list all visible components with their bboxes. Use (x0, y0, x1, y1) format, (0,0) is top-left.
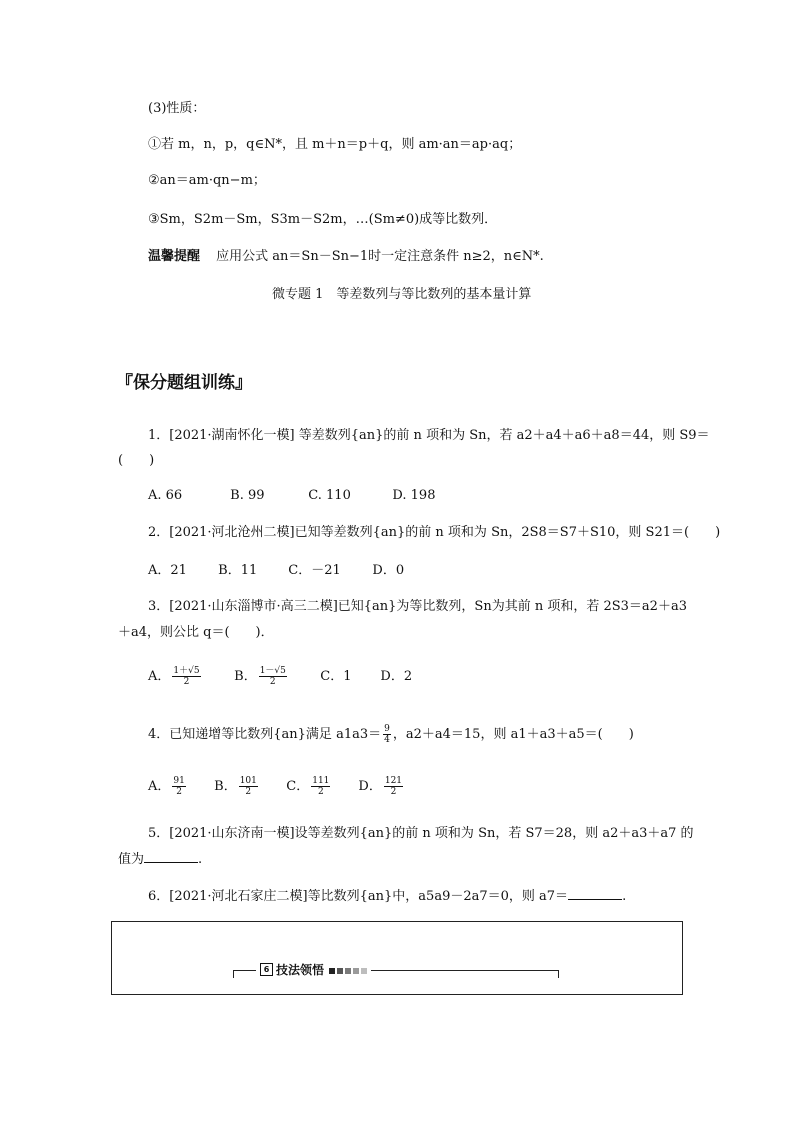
option-c[interactable]: C．1 (320, 669, 352, 684)
option-a[interactable] (148, 776, 210, 797)
technique-label (256, 961, 371, 978)
fraction-denominator: 2 (183, 677, 190, 687)
option-b[interactable]: B．11 (218, 563, 258, 578)
answer-blank[interactable] (144, 850, 198, 863)
question-5-prefix: 值为 (118, 852, 145, 867)
reminder-label: 温馨提醒 (148, 249, 201, 264)
answer-blank[interactable] (568, 887, 622, 900)
fraction-denominator: 4 (384, 735, 390, 745)
fraction-denominator: 2 (245, 787, 252, 797)
question-3-options (148, 666, 412, 687)
option-a[interactable]: A. 66 (148, 488, 183, 503)
option-b[interactable] (234, 666, 316, 687)
progress-square-5 (361, 968, 367, 974)
option-c-letter: C． (286, 779, 310, 794)
question-4-options (148, 776, 405, 797)
option-a-letter: A． (148, 779, 171, 794)
property-item-2: ②an＝am·qn−m； (148, 173, 266, 188)
reminder (148, 248, 544, 266)
fraction-numerator: 101 (239, 776, 257, 786)
option-d[interactable]: D．0 (372, 563, 405, 578)
technique-badge-icon: 6 (260, 963, 273, 976)
option-a-fraction (172, 776, 185, 797)
fraction-numerator: 1－√5 (259, 666, 286, 676)
question-4-text (148, 724, 634, 745)
fraction-denominator: 2 (317, 787, 324, 797)
option-d[interactable] (358, 776, 405, 797)
option-d[interactable]: D. 198 (392, 488, 436, 503)
technique-box (111, 921, 683, 995)
technique-rule-hook-left (233, 970, 238, 978)
progress-square-3 (345, 968, 351, 974)
question-2-options (148, 562, 404, 580)
progress-square-2 (337, 968, 343, 974)
question-2-text: 2．[2021·河北沧州二模]已知等差数列{an}的前 n 项和为 Sn，2S8＝S7＋S10，则 S21＝( ) (148, 525, 721, 540)
option-d-letter: D． (358, 779, 382, 794)
option-c-fraction (311, 776, 330, 797)
property-item-1: ①若 m，n，p，q∈N*，且 m＋n＝p＋q，则 am·an＝ap·aq； (148, 137, 522, 152)
question-4-fraction (383, 724, 391, 745)
fraction-numerator: 9 (384, 724, 390, 734)
technique-title: 技法领悟 (276, 963, 325, 977)
option-c[interactable] (286, 776, 354, 797)
question-3-text-cont: ＋a4，则公比 q＝( )． (118, 625, 274, 640)
option-a-fraction (172, 666, 200, 687)
question-1-options (148, 487, 435, 505)
option-c[interactable]: C. 110 (308, 488, 351, 503)
option-d[interactable]: D．2 (380, 669, 413, 684)
reminder-text: 应用公式 an＝Sn－Sn−1时一定注意条件 n≥2，n∈N*. (216, 249, 544, 264)
fraction-denominator: 2 (269, 677, 276, 687)
technique-rule-hook-right (558, 970, 563, 978)
option-a[interactable] (148, 666, 230, 687)
fraction-numerator: 111 (312, 776, 330, 786)
option-a-letter: A． (148, 669, 171, 684)
technique-squares (327, 963, 367, 977)
fraction-numerator: 91 (173, 776, 185, 786)
question-1-text: 1．[2021·湖南怀化一模] 等差数列{an}的前 n 项和为 Sn，若 a2＋a4＋a6＋a8＝44，则 S9＝ (148, 428, 710, 443)
progress-square-4 (353, 968, 359, 974)
property-item-3: ③Sm，S2m－Sm，S3m－S2m，…(Sm≠0)成等比数列． (148, 212, 498, 227)
option-b-letter: B． (214, 779, 237, 794)
fraction-numerator: 1＋√5 (173, 666, 200, 676)
question-5-text-cont: 值为 . (118, 852, 203, 867)
section-title: 『保分题组训练』 (116, 373, 252, 393)
property-heading: (3)性质： (148, 101, 206, 116)
question-4-prefix: 4．已知递增等比数列{an}满足 a1a3＝ (148, 727, 382, 742)
option-b-fraction (239, 776, 258, 797)
option-b-letter: B． (234, 669, 257, 684)
fraction-denominator: 2 (176, 787, 182, 797)
fraction-numerator: 121 (384, 776, 403, 786)
question-1-bracket: ( ) (118, 453, 155, 468)
question-6-text: 6．[2021·河北石家庄二模]等比数列{an}中，a5a9－2a7＝0，则 a7＝ . (148, 889, 627, 904)
progress-square-1 (329, 968, 335, 974)
question-4-suffix: ，a2＋a4＝15，则 a1＋a3＋a5＝( ) (392, 727, 634, 742)
option-c[interactable]: C．－21 (288, 563, 341, 578)
option-b[interactable]: B. 99 (230, 488, 265, 503)
question-5-text: 5．[2021·山东济南一模]设等差数列{an}的前 n 项和为 Sn，若 S7＝28，则 a2＋a3＋a7 的 (148, 826, 694, 841)
topic-title: 微专题 1 等差数列与等比数列的基本量计算 (272, 287, 532, 302)
question-3-text: 3．[2021·山东淄博市·高三二模]已知{an}为等比数列，Sn为其前 n 项和，若 2S3＝a2＋a3 (148, 599, 687, 614)
option-b[interactable] (214, 776, 282, 797)
fraction-denominator: 2 (390, 787, 397, 797)
question-6-prefix: 6．[2021·河北石家庄二模]等比数列{an}中，a5a9－2a7＝0，则 a7＝ (148, 889, 569, 904)
option-a[interactable]: A．21 (148, 563, 187, 578)
option-d-fraction (384, 776, 403, 797)
option-b-fraction (259, 666, 287, 687)
